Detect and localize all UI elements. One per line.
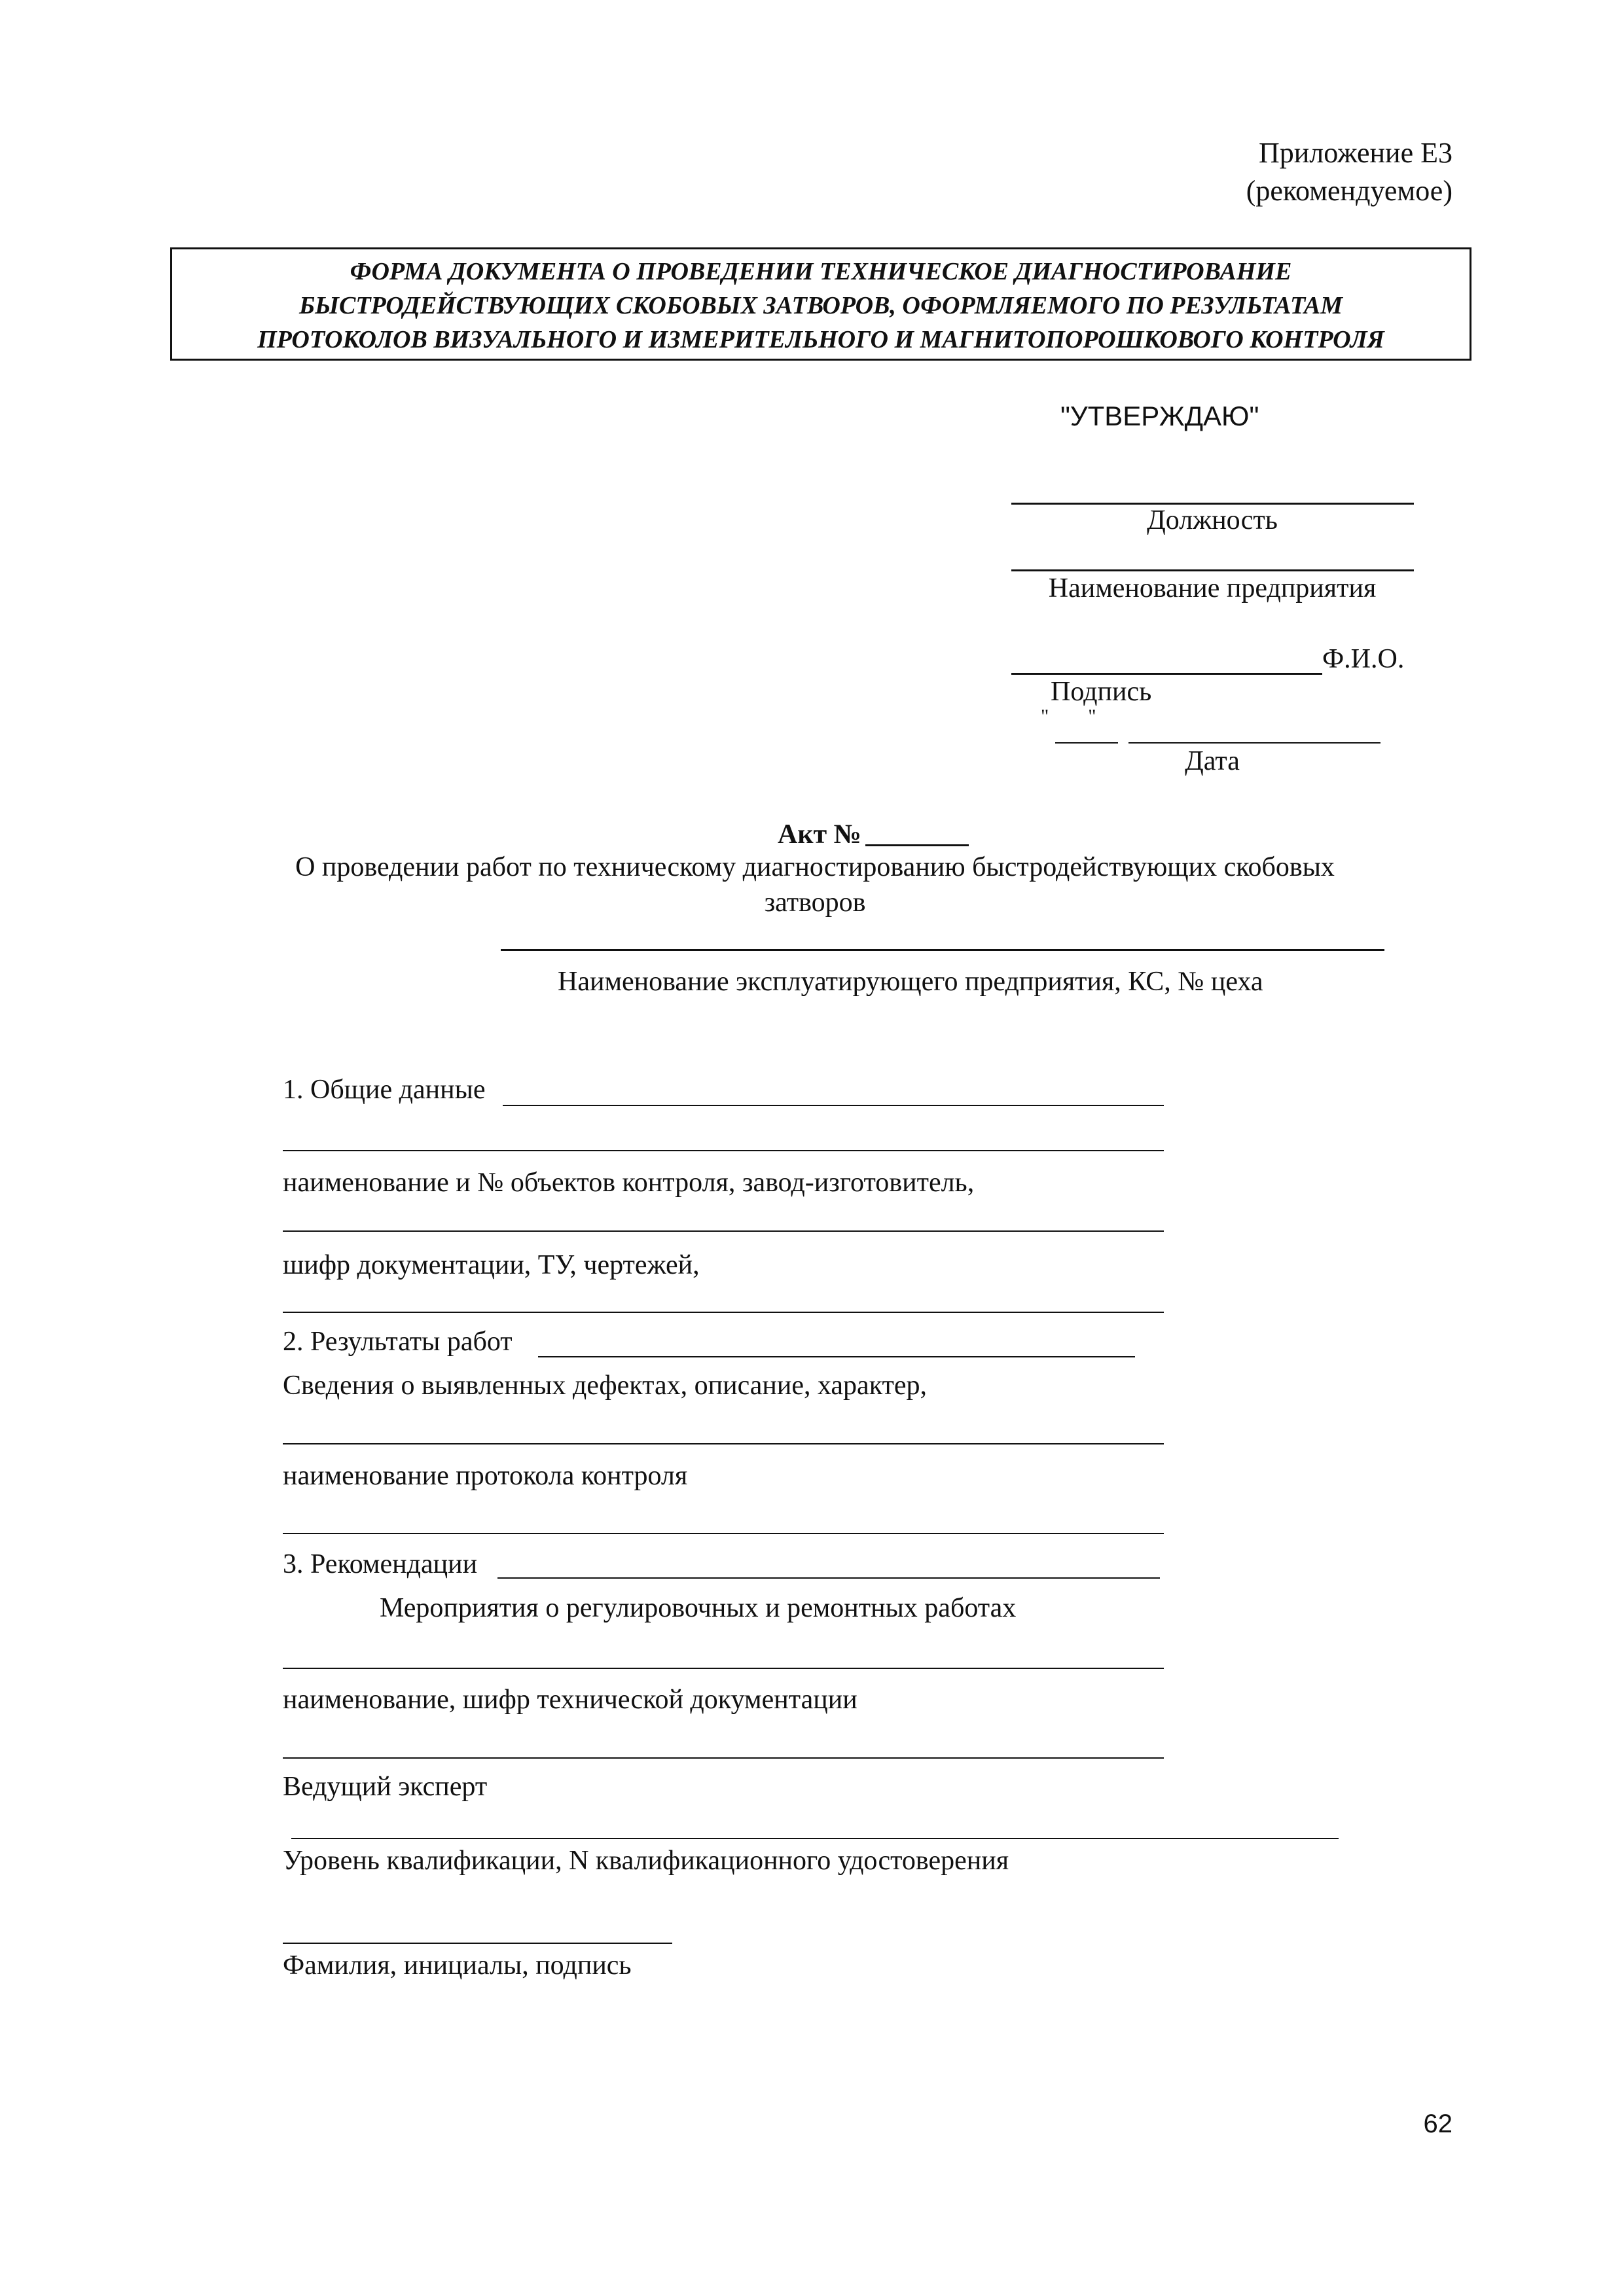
results-hint-2: наименование протокола контроля [283,1461,688,1491]
section-general-title: 1. Общие данные [283,1075,486,1105]
form-title-line-2: БЫСТРОДЕЙСТВУЮЩИХ СКОБОВЫХ ЗАТВОРОВ, ОФОРМЛЯЕМОГО ПО РЕЗУЛЬТАТАМ [299,292,1343,319]
qualification-label: Уровень квалификации, N квалификационного удостоверения [283,1846,1009,1876]
fio-signature-line[interactable] [1011,673,1322,675]
general-input-line-2[interactable] [283,1150,1164,1151]
appendix-label: Приложение Е3 [1258,137,1453,169]
general-input-line-4[interactable] [283,1312,1164,1313]
general-input-line-3[interactable] [283,1230,1164,1232]
qualification-line[interactable] [291,1838,1339,1839]
date-label: Дата [1185,746,1240,776]
section-recommend-title: 3. Рекомендации [283,1549,478,1579]
general-input-line-1[interactable] [503,1105,1164,1106]
fio-label: Ф.И.О. [1322,644,1405,674]
act-number-line[interactable] [865,844,969,846]
act-subtitle-line-2: затворов [764,888,866,918]
results-input-line-1[interactable] [538,1356,1135,1357]
appendix-header [1246,134,1453,210]
results-input-line-2[interactable] [283,1443,1164,1444]
results-hint-1: Сведения о выявленных дефектах, описание, характер, [283,1371,928,1401]
recommend-hint-1: Мероприятия о регулировочных и ремонтных работах [380,1593,1017,1623]
name-signature-label: Фамилия, инициалы, подпись [283,1950,632,1981]
position-label: Должность [1147,505,1278,535]
date-month-line[interactable] [1128,742,1380,744]
lead-expert-label: Ведущий эксперт [283,1772,488,1802]
general-hint-1: наименование и № объектов контроля, завод-изготовитель, [283,1168,975,1198]
act-title: Акт № [778,819,861,850]
approval-heading: "УТВЕРЖДАЮ" [1060,401,1259,431]
date-quotes: " " [1041,706,1096,727]
recommend-hint-2: наименование, шифр технической документации [283,1685,857,1715]
results-input-line-3[interactable] [283,1533,1164,1534]
signature-label: Подпись [1051,677,1152,707]
general-hint-2: шифр документации, ТУ, чертежей, [283,1250,700,1280]
recommend-input-line-3[interactable] [283,1757,1164,1759]
date-day-line[interactable] [1055,742,1118,744]
company-label: Наименование предприятия [1048,573,1377,603]
form-title-box [170,247,1471,361]
company-line[interactable] [1011,569,1414,571]
operator-line[interactable] [501,949,1384,951]
recommend-input-line-2[interactable] [283,1668,1164,1669]
form-title-line-3: ПРОТОКОЛОВ ВИЗУАЛЬНОГО И ИЗМЕРИТЕЛЬНОГО И МАГНИТОПОРОШКОВОГО КОНТРОЛЯ [257,326,1384,353]
form-title-line-1: ФОРМА ДОКУМЕНТА О ПРОВЕДЕНИИ ТЕХНИЧЕСКОЕ ДИАГНОСТИРОВАНИЕ [350,258,1292,285]
recommend-input-line-1[interactable] [497,1577,1160,1579]
name-signature-line[interactable] [283,1943,672,1944]
section-results-title: 2. Результаты работ [283,1327,513,1357]
page-number: 62 [1423,2109,1453,2138]
operator-label: Наименование эксплуатирующего предприятия, КС, № цеха [558,967,1263,997]
appendix-note: (рекомендуемое) [1246,175,1453,207]
act-subtitle-line-1: О проведении работ по техническому диагностированию быстродействующих скобовых [295,852,1335,882]
